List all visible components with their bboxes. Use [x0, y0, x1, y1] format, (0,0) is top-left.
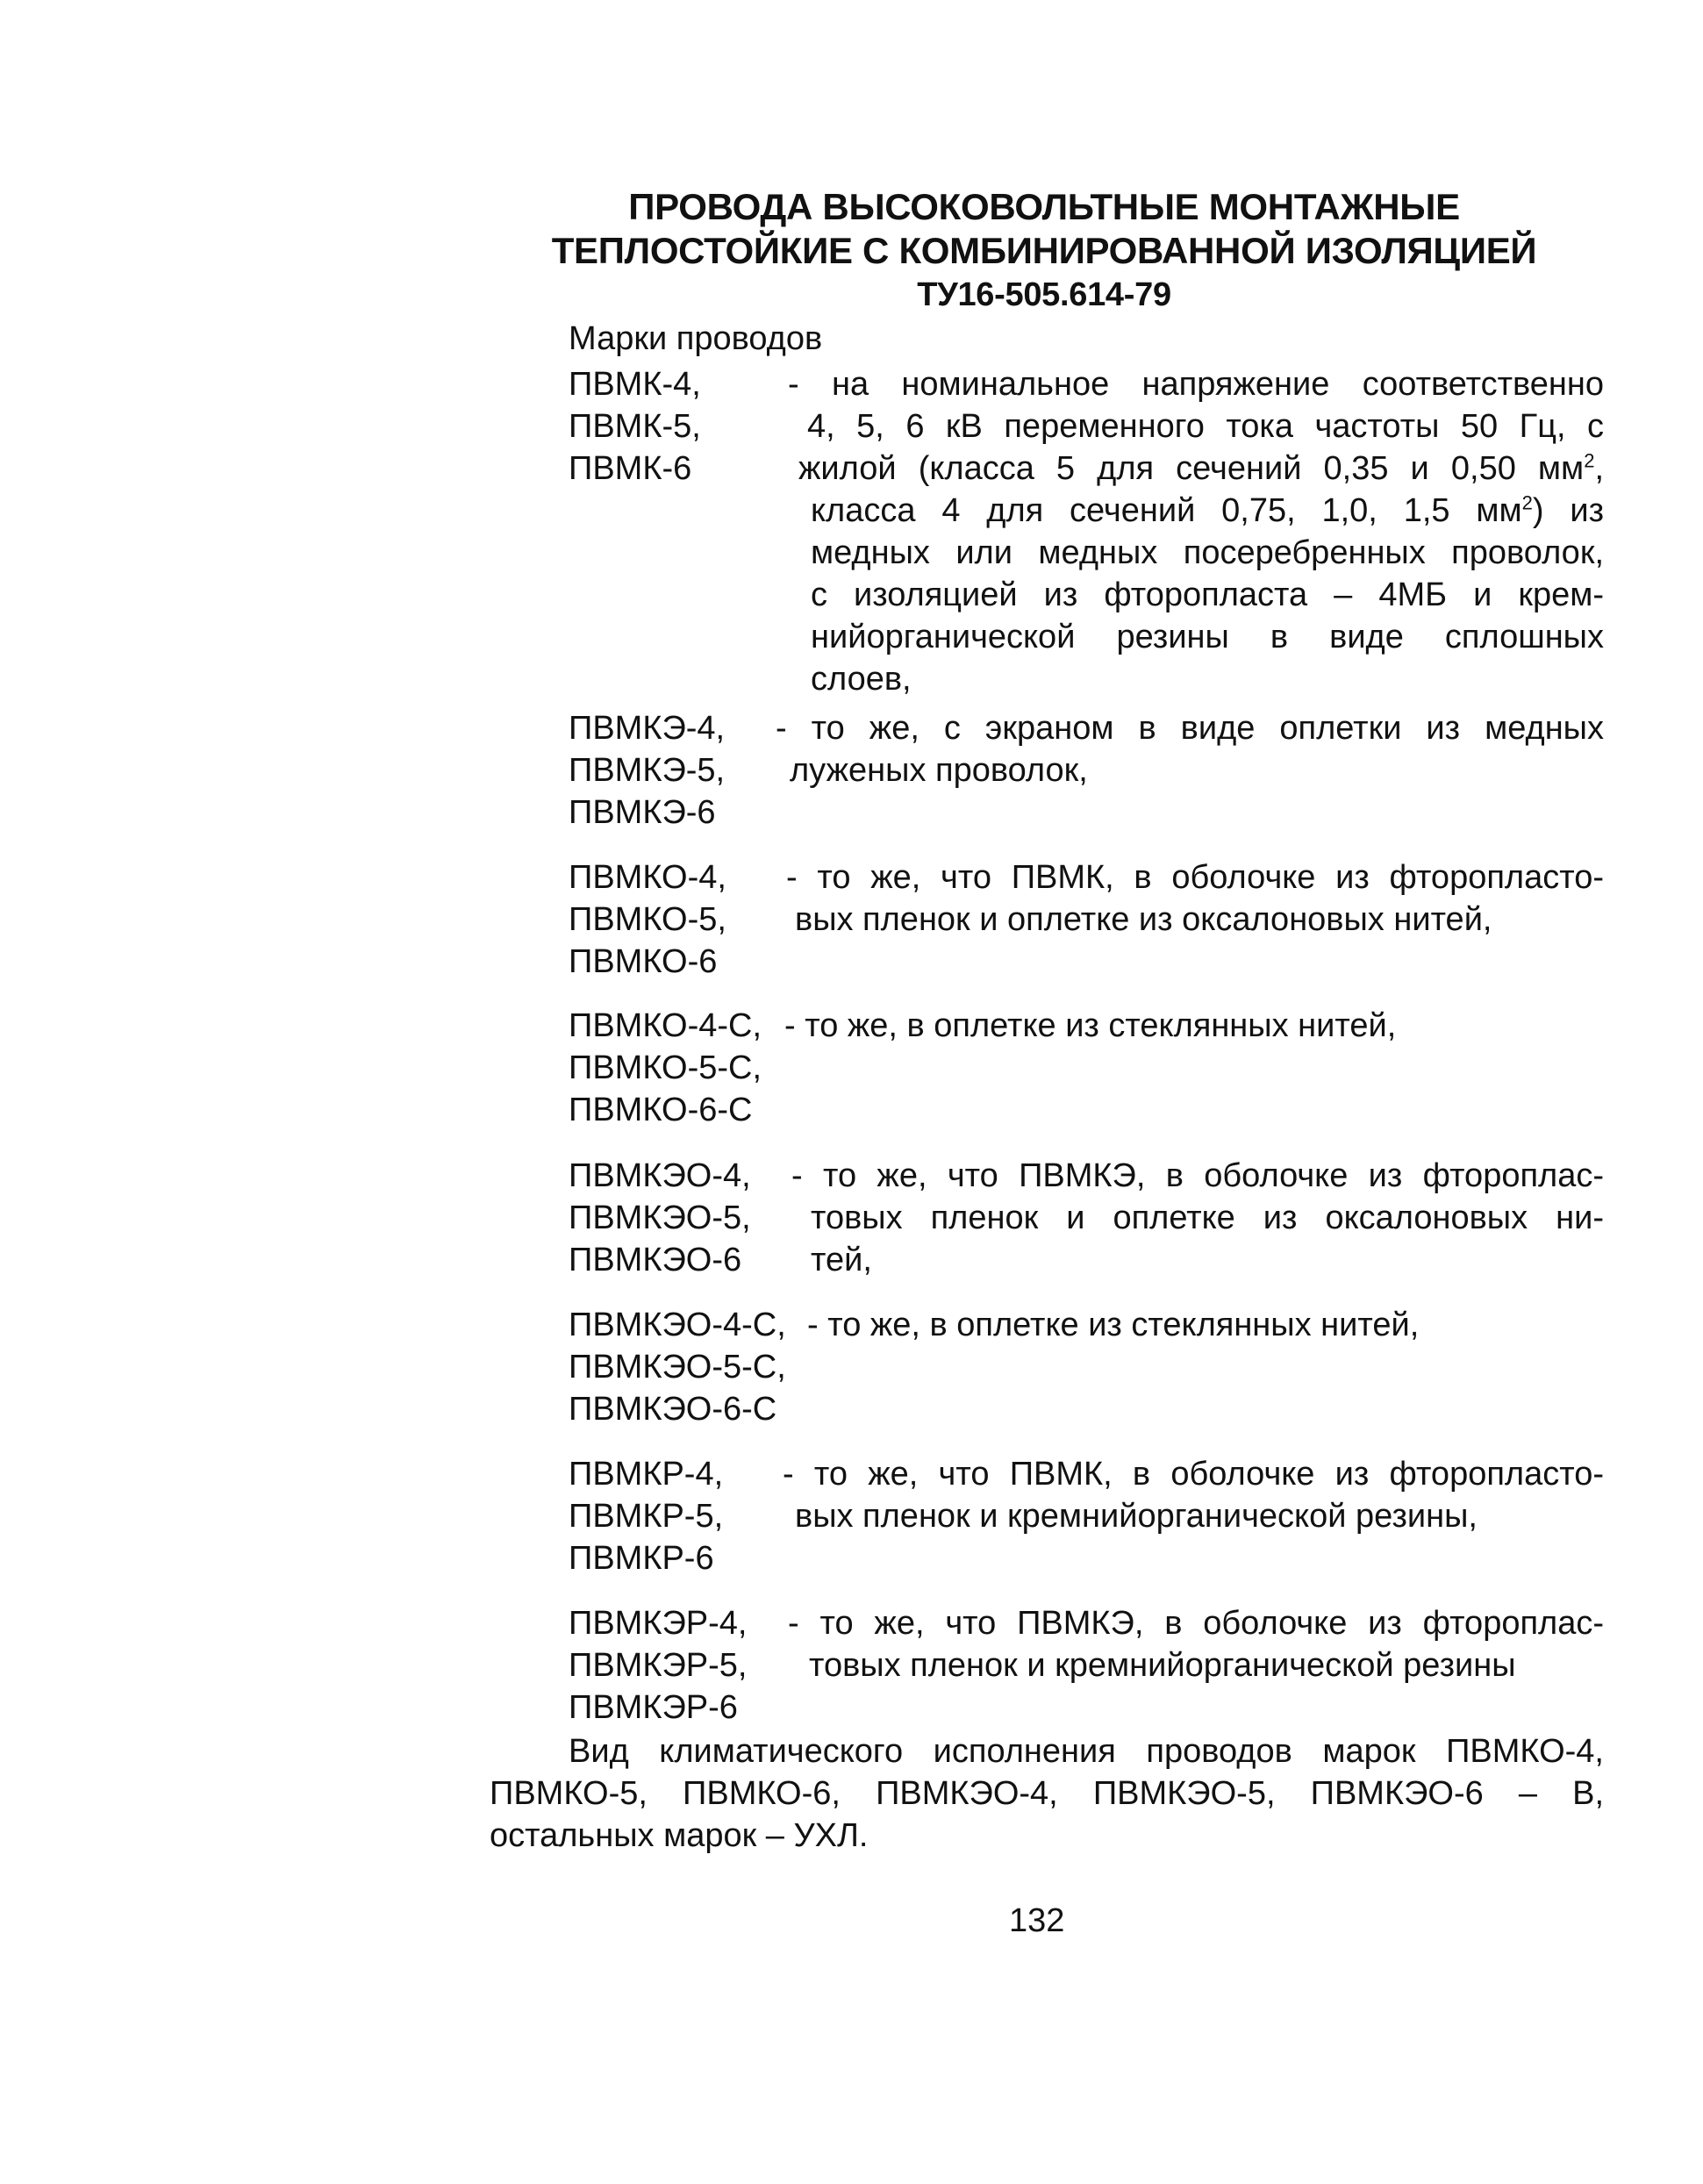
wire-code: ПВМКЭО-5-С,: [569, 1349, 786, 1386]
wire-codes: [569, 1005, 797, 1131]
description-line: - то же, с экраном в виде оплетки из медных: [776, 710, 1604, 747]
description-line: 4, 5, 6 кВ переменного тока частоты 50 Гц, с: [807, 408, 1604, 445]
wire-code: ПВМКО-6-С: [569, 1092, 753, 1128]
paragraph-line: остальных марок – УХЛ.: [490, 1817, 869, 1854]
climate-paragraph: [490, 1730, 1604, 1857]
wire-code: ПВМКО-4,: [569, 859, 726, 896]
wire-code: ПВМКЭ-6: [569, 794, 716, 831]
wire-code: ПВМКР-6: [569, 1540, 714, 1577]
description-line: медных или медных посеребренных проволок,: [811, 534, 1604, 571]
wire-code: ПВМКО-6: [569, 943, 718, 980]
wire-code: ПВМКО-4-С,: [569, 1007, 762, 1044]
wire-codes: [569, 707, 797, 834]
wire-codes: [569, 363, 797, 490]
wire-group-pvmkeo-s: [569, 1304, 1604, 1436]
wire-code: ПВМК-4,: [569, 366, 701, 403]
wire-code: ПВМКЭО-4,: [569, 1157, 751, 1194]
wire-group-pvmkeo: [569, 1155, 1604, 1286]
wire-code: ПВМКР-5,: [569, 1498, 724, 1535]
wire-code: ПВМКЭО-6-С: [569, 1391, 777, 1428]
description-line: - то же, в оплетке из стеклянных нитей,: [784, 1007, 1397, 1044]
wire-description: [788, 363, 1604, 700]
description-line: луженых проволок,: [790, 752, 1088, 789]
wire-description: [788, 1602, 1604, 1686]
wire-codes: [569, 1155, 797, 1281]
description-line: слоев,: [811, 661, 912, 698]
description-line: тей,: [811, 1242, 872, 1278]
wire-code: ПВМКЭ-4,: [569, 710, 726, 747]
wire-code: ПВМКЭ-5,: [569, 752, 726, 789]
wire-code: ПВМКЭО-4-С,: [569, 1307, 786, 1343]
wire-code: ПВМКЭР-6: [569, 1689, 738, 1726]
description-line: товых пленок и оплетке из оксалоновых ни-: [811, 1199, 1604, 1236]
wire-description: [786, 856, 1604, 941]
description-line: товых пленок и кремнийорганической резины: [809, 1647, 1516, 1684]
wire-description: [783, 1453, 1604, 1537]
document-spec-number: ТУ16-505.614-79: [917, 276, 1171, 313]
wire-code: ПВМКЭО-5,: [569, 1199, 751, 1236]
wire-group-pvmker: [569, 1602, 1604, 1734]
wire-group-pvmk: [569, 363, 1604, 705]
wire-description: [791, 1155, 1604, 1281]
wire-code: ПВМКЭР-5,: [569, 1647, 748, 1684]
wire-code: ПВМКО-5-С,: [569, 1049, 762, 1086]
wire-code: ПВМК-6: [569, 450, 692, 487]
wire-code: ПВМКЭО-6: [569, 1242, 742, 1278]
wire-group-pvmke: [569, 707, 1604, 839]
paragraph-line: Вид климатического исполнения проводов марок ПВМКО-4,: [569, 1733, 1604, 1770]
wire-code: ПВМК-5,: [569, 408, 701, 445]
paragraph-line: ПВМКО-5, ПВМКО-6, ПВМКЭО-4, ПВМКЭО-5, ПВМКЭО-6 – В,: [490, 1775, 1604, 1812]
document-title-line-2: ТЕПЛОСТОЙКИЕ С КОМБИНИРОВАННОЙ ИЗОЛЯЦИЕЙ: [551, 230, 1537, 271]
description-line: - то же, что ПВМК, в оболочке из фторопласто-: [783, 1456, 1604, 1493]
wire-group-pvmkr: [569, 1453, 1604, 1585]
wire-code: ПВМКЭР-4,: [569, 1605, 748, 1642]
description-line: - то же, в оплетке из стеклянных нитей,: [807, 1307, 1420, 1343]
description-line: нийорганической резины в виде сплошных: [811, 619, 1604, 655]
wire-group-pvmko-s: [569, 1005, 1604, 1136]
wire-codes: [569, 1304, 797, 1430]
description-line: жилой (класса 5 для сечений 0,35 и 0,50 $мм^2$,: [798, 449, 1604, 487]
wire-codes: [569, 856, 797, 983]
wire-code: ПВМКО-5,: [569, 901, 726, 938]
description-line: класса 4 для сечений 0,75, 1,0, 1,5 $мм^2$) из: [811, 491, 1604, 529]
description-line: с изоляцией из фторопласта – 4МБ и крем-: [811, 576, 1604, 613]
page-number: 132: [1009, 1902, 1065, 1939]
wire-codes: [569, 1453, 797, 1579]
description-line: - то же, что ПВМК, в оболочке из фторопласто-: [786, 859, 1604, 896]
wire-description: [784, 1005, 1604, 1047]
wire-codes: [569, 1602, 797, 1729]
wire-description: [807, 1304, 1604, 1346]
marks-heading: Марки проводов: [569, 320, 823, 357]
description-line: вых пленок и оплетке из оксалоновых нитей,: [795, 901, 1492, 938]
wire-description: [776, 707, 1604, 791]
wire-group-pvmko: [569, 856, 1604, 988]
description-line: - на номинальное напряжение соответственно: [788, 366, 1604, 403]
document-title-line-1: ПРОВОДА ВЫСОКОВОЛЬТНЫЕ МОНТАЖНЫЕ: [628, 186, 1460, 227]
description-line: вых пленок и кремнийорганической резины,: [795, 1498, 1478, 1535]
wire-code: ПВМКР-4,: [569, 1456, 724, 1493]
description-line: - то же, что ПВМКЭ, в оболочке из фтороплас-: [788, 1605, 1604, 1642]
description-line: - то же, что ПВМКЭ, в оболочке из фтороплас-: [791, 1157, 1604, 1194]
